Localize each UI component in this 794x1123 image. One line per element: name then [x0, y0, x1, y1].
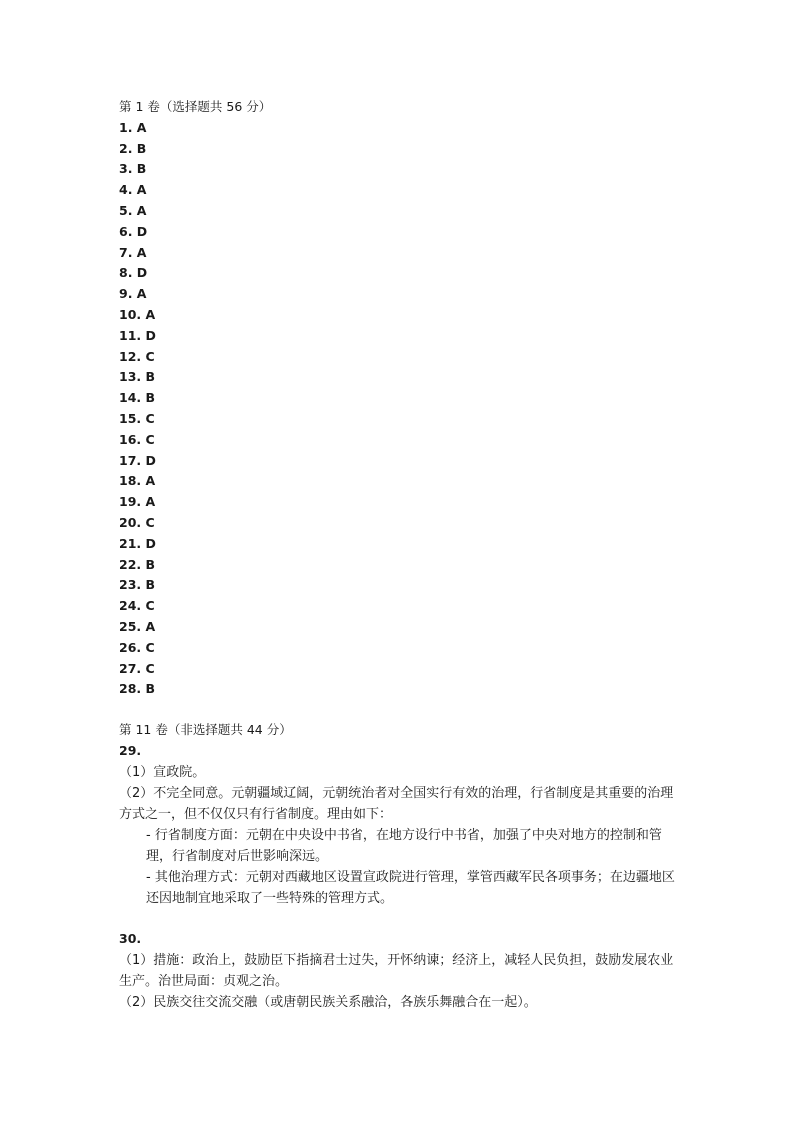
answer-item: 1. A: [119, 119, 147, 135]
answer-item: 18. A: [119, 473, 156, 489]
answer-item: 12. C: [119, 348, 155, 364]
question-29-part-2: （2）不完全同意。元朝疆域辽阔，元朝统治者对全国实行有效的治理，行省制度是其重要的治理方式之一，但不仅仅只有行省制度。理由如下：: [119, 785, 674, 822]
answer-item: 25. A: [119, 618, 156, 634]
question-29-bullet-1: - 行省制度方面：元朝在中央设中书省，在地方设行中书省，加强了中央对地方的控制和管理，行省制度对后世影响深远。: [146, 827, 662, 864]
answer-item: 8. D: [119, 265, 148, 281]
section-2-title: 第 11 卷（非选择题共 44 分）: [119, 722, 292, 737]
answer-item: 13. B: [119, 369, 156, 385]
answer-item: 20. C: [119, 514, 155, 530]
question-30-part-2: （2）民族交往交流交融（或唐朝民族关系融洽，各族乐舞融合在一起）。: [119, 994, 537, 1010]
answer-item: 21. D: [119, 535, 156, 551]
question-30-number: 30.: [119, 931, 142, 946]
question-30-part-1: （1）措施：政治上，鼓励臣下指摘君士过失，开怀纳谏；经济上，减轻人民负担，鼓励发展农业生产。治世局面：贞观之治。: [119, 952, 674, 989]
question-29-bullet-2: - 其他治理方式：元朝对西藏地区设置宣政院进行管理，掌管西藏军民各项事务；在边疆地区还因地制宜地采取了一些特殊的管理方式。: [146, 869, 675, 906]
answer-item: 27. C: [119, 660, 155, 676]
answer-item: 26. C: [119, 639, 155, 655]
question-29-number: 29.: [119, 742, 142, 758]
answer-item: 4. A: [119, 182, 147, 198]
answer-item: 14. B: [119, 390, 156, 406]
answer-item: 17. D: [119, 452, 156, 468]
answer-item: 3. B: [119, 161, 147, 177]
section-1-title: 第 1 卷（选择题共 56 分）: [119, 99, 272, 114]
answer-item: 11. D: [119, 327, 156, 343]
section-1: [119, 97, 679, 700]
answer-item: 6. D: [119, 223, 148, 239]
answer-item: 9. A: [119, 286, 147, 302]
question-29-part-1: （1）宣政院。: [119, 764, 206, 780]
section-2: [119, 720, 679, 909]
answer-item: 19. A: [119, 494, 156, 510]
answer-item: 24. C: [119, 598, 155, 614]
answer-item: 22. B: [119, 556, 156, 572]
answer-item: 16. C: [119, 431, 155, 447]
answer-item: 5. A: [119, 202, 147, 218]
answer-item: 2. B: [119, 140, 147, 156]
answer-list: [119, 118, 679, 700]
answer-item: 15. C: [119, 410, 155, 426]
question-30: [119, 929, 679, 1013]
answer-item: 28. B: [119, 681, 156, 697]
answer-item: 23. B: [119, 577, 156, 593]
answer-item: 10. A: [119, 306, 156, 322]
answer-item: 7. A: [119, 244, 147, 260]
